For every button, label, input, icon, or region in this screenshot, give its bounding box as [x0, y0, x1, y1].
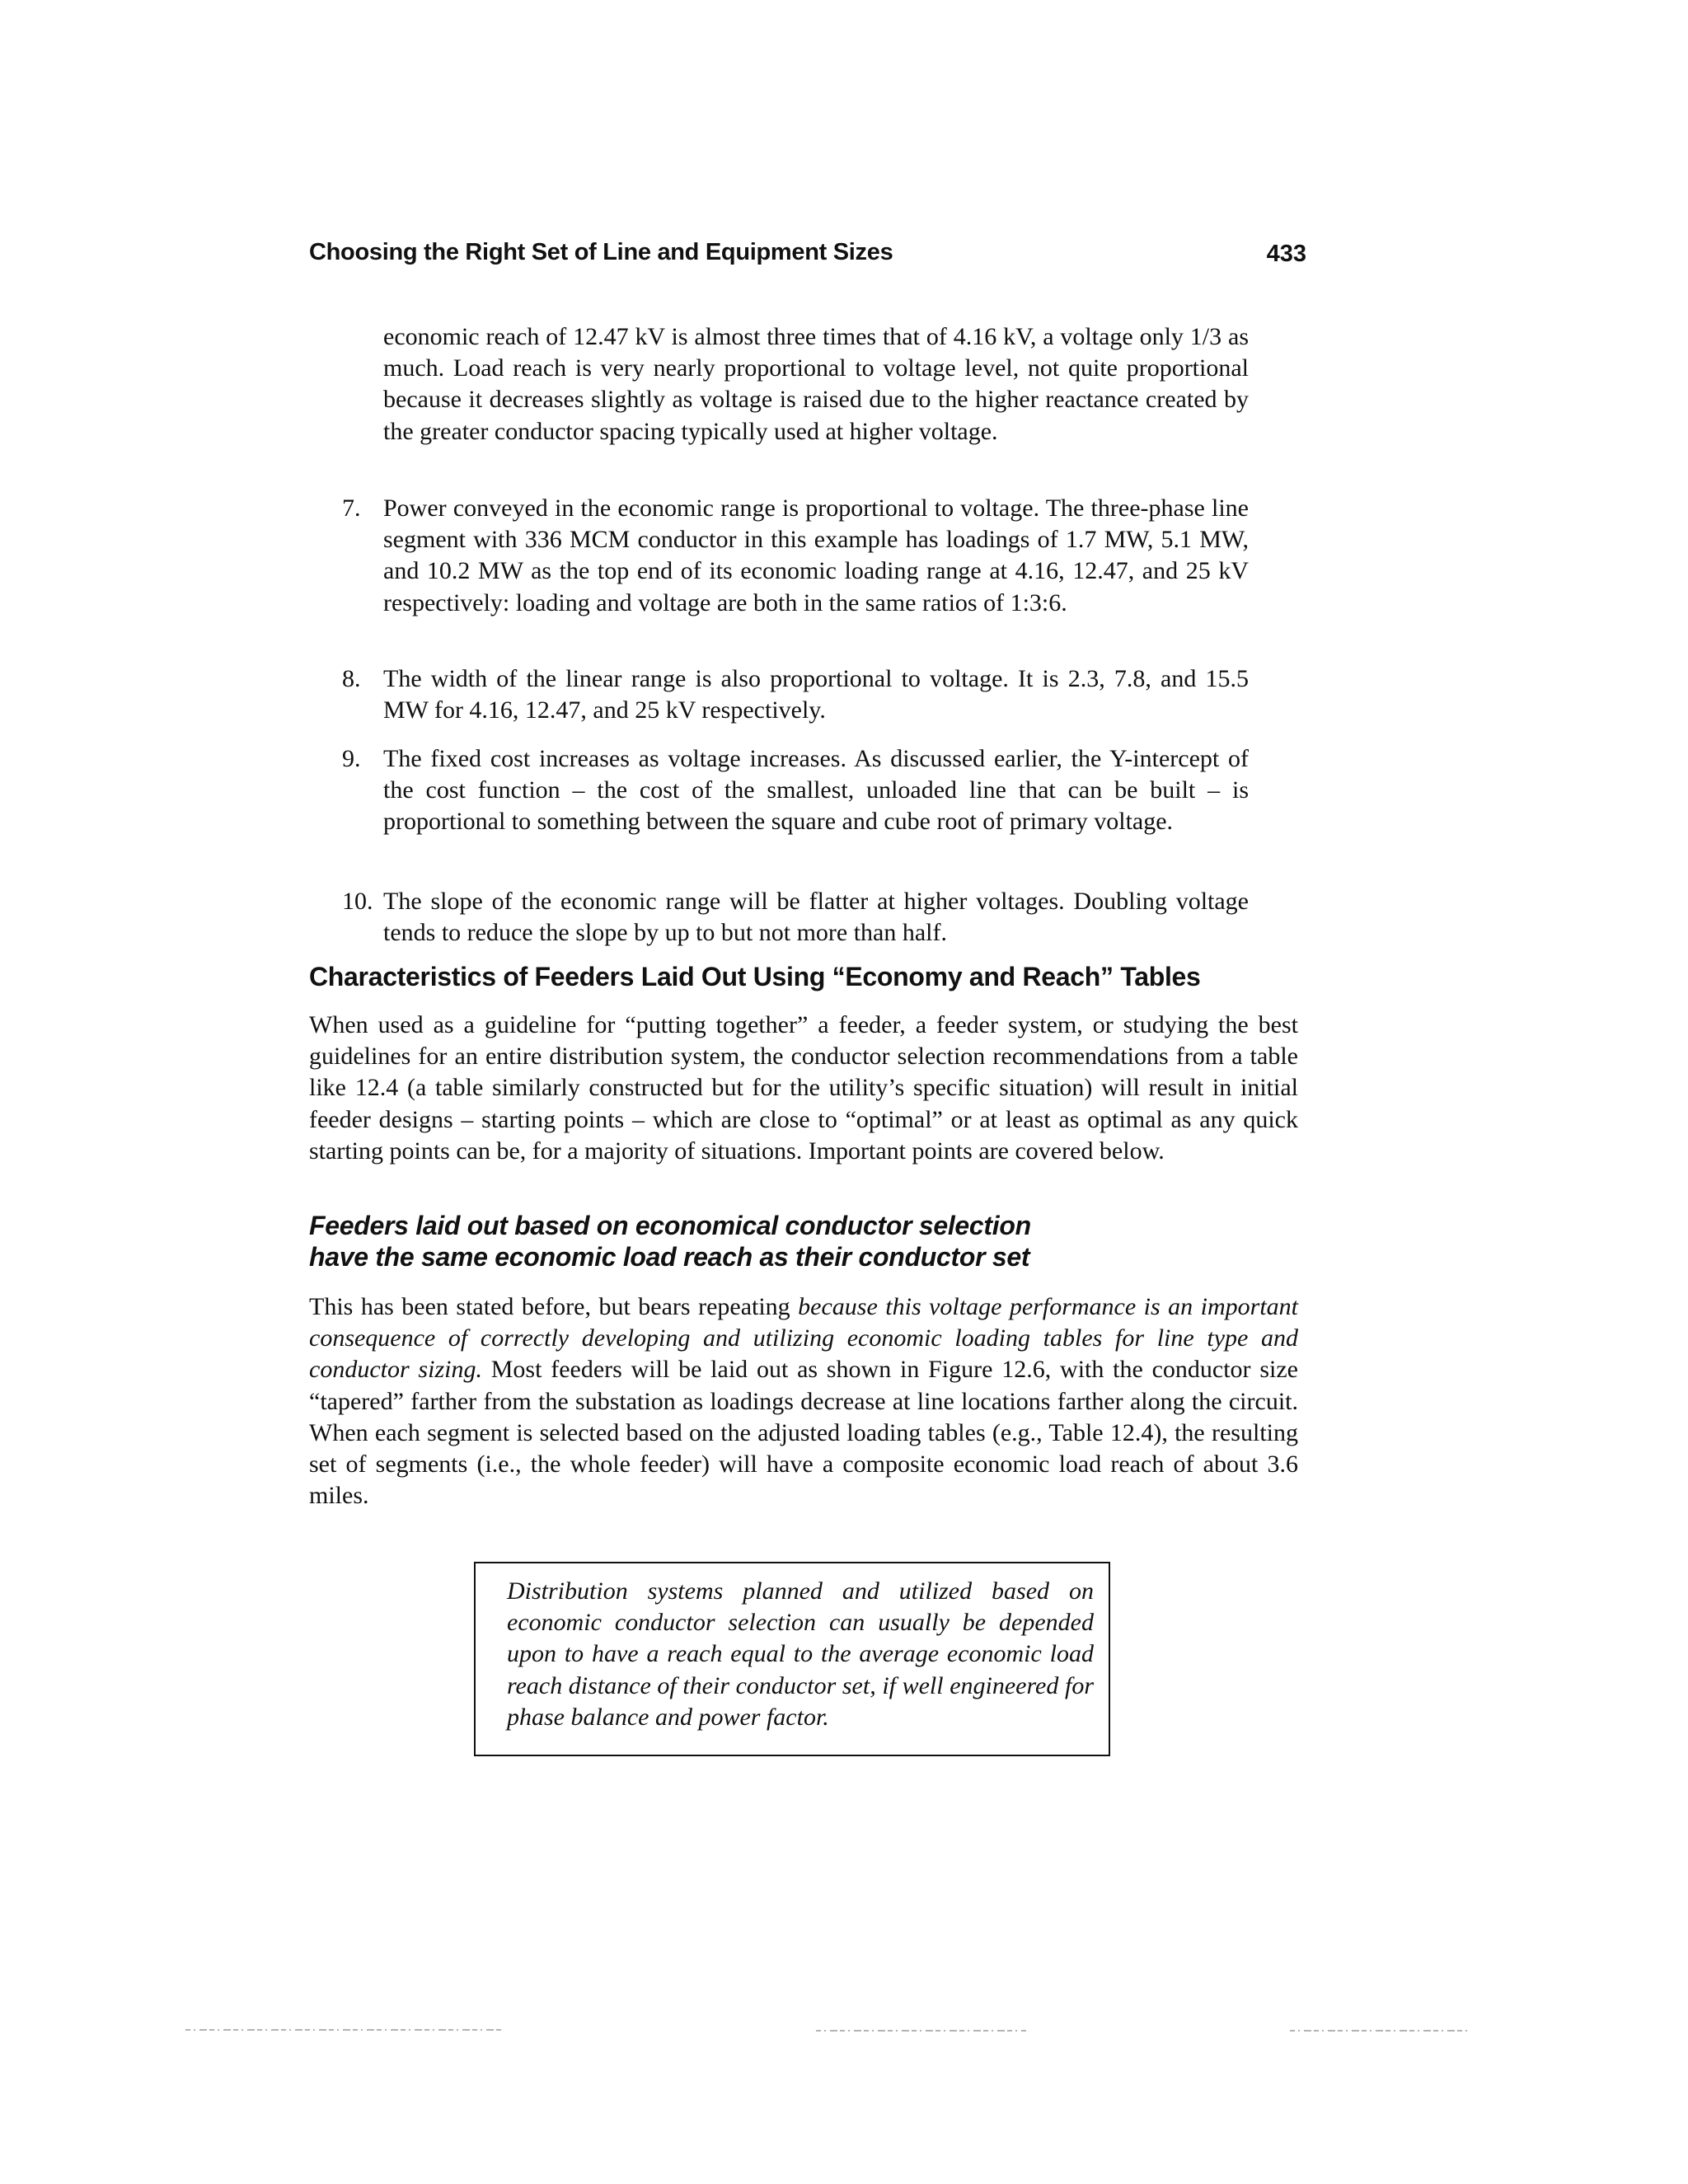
subsection-paragraph-emphasis: because this voltage performance is an important consequence of correctly developing and utilizing economic loading tables for line type and conductor sizing.	[309, 1293, 1299, 1384]
page-number: 433	[1266, 241, 1306, 267]
list-item-8	[342, 663, 1249, 726]
continuation-paragraph: economic reach of 12.47 kV is almost three times that of 4.16 kV, a voltage only 1/3 as much. Load reach is very nearly proportional to voltage level, not quite proportional because it decreases slightly as voltage is raised due to the higher reactance created by the greater conductor spacing typically used at higher voltage.	[383, 323, 1249, 445]
list-item-7	[342, 493, 1249, 619]
section-heading: Characteristics of Feeders Laid Out Using “Economy and Reach” Tables	[309, 962, 1201, 991]
subsection-heading-line-1: Feeders laid out based on economical conductor selection	[309, 1211, 1031, 1240]
list-item-text: The width of the linear range is also proportional to voltage. It is 2.3, 7.8, and 15.5 MW for 4.16, 12.47, and 25 kV respectively.	[383, 665, 1249, 724]
list-item-text: Power conveyed in the economic range is proportional to voltage. The three-phase line segment with 336 MCM conductor in this example has loadings of 1.7 MW, 5.1 MW, and 10.2 MW as the top end of its economic loading range at 4.16, 12.47, and 25 kV respectively: loading and voltage are both in the same ratios of 1:3:6.	[383, 494, 1249, 616]
list-item-number: 8.	[342, 665, 361, 692]
subsection-heading	[309, 1210, 1298, 1272]
running-header	[309, 239, 1306, 272]
subsection-paragraph-end: Most feeders will be laid out as shown in Figure 12.6, with the conductor size “tapered” farther from the substation as loadings decrease at line locations farther along the circuit. When each segment is selected based on the adjusted loading tables (e.g., Table 12.4), the resulting set of segments (i.e., the whole feeder) will have a composite economic load reach of about 3.6 miles.	[309, 1356, 1298, 1510]
list-item-text: The slope of the economic range will be flatter at higher voltages. Doubling voltage tends to reduce the slope by up to but not more than half.	[383, 888, 1249, 947]
subsection-heading-line-2: have the same economic load reach as their conductor set	[309, 1242, 1030, 1272]
subsection-paragraph-start: This has been stated before, but bears repeating	[309, 1293, 799, 1320]
list-item-number: 10.	[342, 888, 373, 915]
section-paragraph: When used as a guideline for “putting together” a feeder, a feeder system, or studying the best guidelines for an entire distribution system, the conductor selection recommendations from a table like 12.4 (a table similarly constructed but for the utility’s specific situation) will result in initial feeder designs – starting points – which are close to “optimal” or at least as optimal as any quick starting points can be, for a majority of situations. Important points are covered below.	[309, 1011, 1298, 1165]
callout-box	[474, 1562, 1110, 1756]
list-item-number: 7.	[342, 494, 361, 522]
list-item-text: The fixed cost increases as voltage increases. As discussed earlier, the Y-intercept of the cost function – the cost of the smallest, unloaded line that can be built – is proportional to something between the square and cube root of primary voltage.	[383, 745, 1249, 836]
subsection-paragraph	[309, 1291, 1298, 1511]
list-item-9	[342, 743, 1249, 838]
callout-text: Distribution systems planned and utilized based on economic conductor selection can usually be depended upon to have a reach equal to the average economic load reach distance of their conductor set, if well engineered for phase balance and power factor.	[507, 1577, 1094, 1731]
running-title: Choosing the Right Set of Line and Equipment Sizes	[309, 239, 893, 265]
list-item-number: 9.	[342, 745, 361, 772]
list-item-10	[342, 886, 1249, 949]
